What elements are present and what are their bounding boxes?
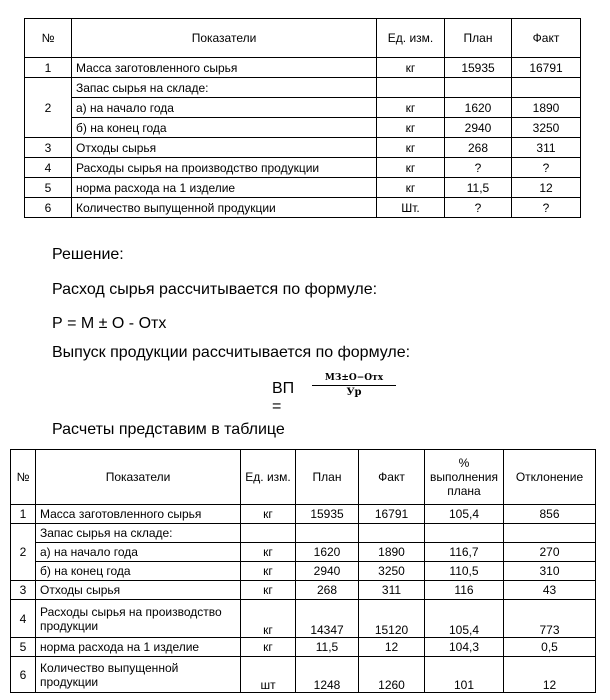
header-indicator: Показатели [36, 450, 241, 505]
row-fact: 1890 [359, 543, 425, 562]
raw-formula-intro: Расход сырья рассчитывается по формуле: [52, 281, 378, 298]
row-unit: кг [377, 178, 445, 198]
row-unit: кг [241, 562, 296, 581]
row-plan: 268 [445, 138, 512, 158]
row-unit: шт [241, 657, 296, 693]
row-plan [445, 78, 512, 98]
row-unit: кг [241, 581, 296, 600]
row-fact: 12 [359, 638, 425, 657]
row-fact: 16791 [512, 58, 581, 78]
row-plan: 14347 [296, 600, 359, 638]
row-unit: кг [241, 543, 296, 562]
row-name: норма расхода на 1 изделие [36, 638, 241, 657]
row-deviation [504, 524, 596, 543]
row-unit: кг [377, 158, 445, 178]
row-name: норма расхода на 1 изделие [72, 178, 377, 198]
row-plan: 1620 [445, 98, 512, 118]
row-fact: ? [512, 158, 581, 178]
table-intro: Расчеты представим в таблице [52, 421, 285, 438]
table-row [11, 600, 596, 638]
table-row [25, 98, 581, 118]
table-row [25, 78, 581, 98]
row-deviation: 270 [504, 543, 596, 562]
row-num: 4 [25, 158, 72, 178]
table-row [11, 543, 596, 562]
row-plan: ? [445, 158, 512, 178]
row-plan: ? [445, 198, 512, 218]
table-header-row [11, 450, 596, 505]
row-fact [512, 78, 581, 98]
row-fact [359, 524, 425, 543]
header-num: № [11, 450, 36, 505]
row-name: б) на конец года [36, 562, 241, 581]
header-unit: Ед. изм. [241, 450, 296, 505]
row-deviation: 0,5 [504, 638, 596, 657]
table-row [25, 158, 581, 178]
row-name: б) на конец года [72, 118, 377, 138]
row-plan: 2940 [296, 562, 359, 581]
row-plan [296, 524, 359, 543]
row-percent: 116 [425, 581, 504, 600]
row-name: Отходы сырья [72, 138, 377, 158]
row-name: Количество выпущенной продукции [72, 198, 377, 218]
header-indicator: Показатели [72, 19, 377, 58]
row-num: 5 [11, 638, 36, 657]
row-percent: 110,5 [425, 562, 504, 581]
row-fact: 12 [512, 178, 581, 198]
row-name: а) на начало года [36, 543, 241, 562]
output-formula-intro: Выпуск продукции рассчитывается по формуле: [52, 344, 411, 361]
row-percent: 116,7 [425, 543, 504, 562]
table-row [25, 178, 581, 198]
table-row [11, 505, 596, 524]
header-percent: % выполнения плана [425, 450, 504, 505]
row-unit: кг [241, 600, 296, 638]
header-unit: Ед. изм. [377, 19, 445, 58]
row-num: 1 [25, 58, 72, 78]
row-unit: кг [377, 58, 445, 78]
row-deviation: 773 [504, 600, 596, 638]
row-plan: 1248 [296, 657, 359, 693]
row-fact: 3250 [359, 562, 425, 581]
row-percent: 105,4 [425, 505, 504, 524]
table-row [25, 58, 581, 78]
row-plan: 15935 [445, 58, 512, 78]
row-name: Расходы сырья на производство продукции [72, 158, 377, 178]
row-plan: 11,5 [296, 638, 359, 657]
formula-lhs: ВП = [272, 380, 295, 415]
header-deviation: Отклонение [504, 450, 596, 505]
row-num: 6 [25, 198, 72, 218]
row-name: Запас сырья на складе: [72, 78, 377, 98]
table-row [25, 198, 581, 218]
table-row [25, 118, 581, 138]
row-plan: 2940 [445, 118, 512, 138]
row-num: 3 [25, 138, 72, 158]
table-row [25, 138, 581, 158]
formula-numerator: МЗ±О−Отх [312, 372, 396, 386]
table-row [11, 581, 596, 600]
row-num: 3 [11, 581, 36, 600]
row-name: Отходы сырья [36, 581, 241, 600]
row-unit: кг [377, 118, 445, 138]
row-name: Запас сырья на складе: [36, 524, 241, 543]
formula-denominator: Ур [346, 387, 362, 398]
header-plan: План [296, 450, 359, 505]
row-fact: 311 [512, 138, 581, 158]
row-num: 1 [11, 505, 36, 524]
row-name: Масса заготовленного сырья [36, 505, 241, 524]
header-num: № [25, 19, 72, 58]
header-plan: План [445, 19, 512, 58]
row-percent: 104,3 [425, 638, 504, 657]
row-unit [241, 524, 296, 543]
table-row [11, 638, 596, 657]
row-plan: 11,5 [445, 178, 512, 198]
row-deviation: 856 [504, 505, 596, 524]
row-percent: 105,4 [425, 600, 504, 638]
row-name: Масса заготовленного сырья [72, 58, 377, 78]
calculation-table [10, 449, 596, 693]
row-fact: 16791 [359, 505, 425, 524]
row-fact: 15120 [359, 600, 425, 638]
source-data-table [24, 18, 581, 218]
row-deviation: 43 [504, 581, 596, 600]
row-num: 2 [11, 524, 36, 581]
table-row [11, 562, 596, 581]
row-percent: 101 [425, 657, 504, 693]
row-fact: 311 [359, 581, 425, 600]
row-fact: ? [512, 198, 581, 218]
formula-fraction [312, 372, 396, 400]
row-plan: 1620 [296, 543, 359, 562]
row-deviation: 12 [504, 657, 596, 693]
row-unit: кг [377, 138, 445, 158]
row-fact: 1260 [359, 657, 425, 693]
row-unit [377, 78, 445, 98]
table-row [11, 657, 596, 693]
row-name: Количество выпущенной продукции [36, 657, 241, 693]
table-row [11, 524, 596, 543]
row-plan: 15935 [296, 505, 359, 524]
header-fact: Факт [512, 19, 581, 58]
raw-formula: Р = М ± О - Отх [52, 315, 167, 332]
row-plan: 268 [296, 581, 359, 600]
solution-heading: Решение: [52, 246, 124, 263]
row-percent [425, 524, 504, 543]
row-name: а) на начало года [72, 98, 377, 118]
row-deviation: 310 [504, 562, 596, 581]
row-num: 2 [25, 78, 72, 138]
row-unit: кг [377, 98, 445, 118]
header-fact: Факт [359, 450, 425, 505]
row-num: 4 [11, 600, 36, 638]
table-header-row [25, 19, 581, 58]
row-num: 5 [25, 178, 72, 198]
row-unit: Шт. [377, 198, 445, 218]
row-unit: кг [241, 505, 296, 524]
row-num: 6 [11, 657, 36, 693]
row-fact: 1890 [512, 98, 581, 118]
row-fact: 3250 [512, 118, 581, 138]
row-name: Расходы сырья на производство продукции [36, 600, 241, 638]
row-unit: кг [241, 638, 296, 657]
